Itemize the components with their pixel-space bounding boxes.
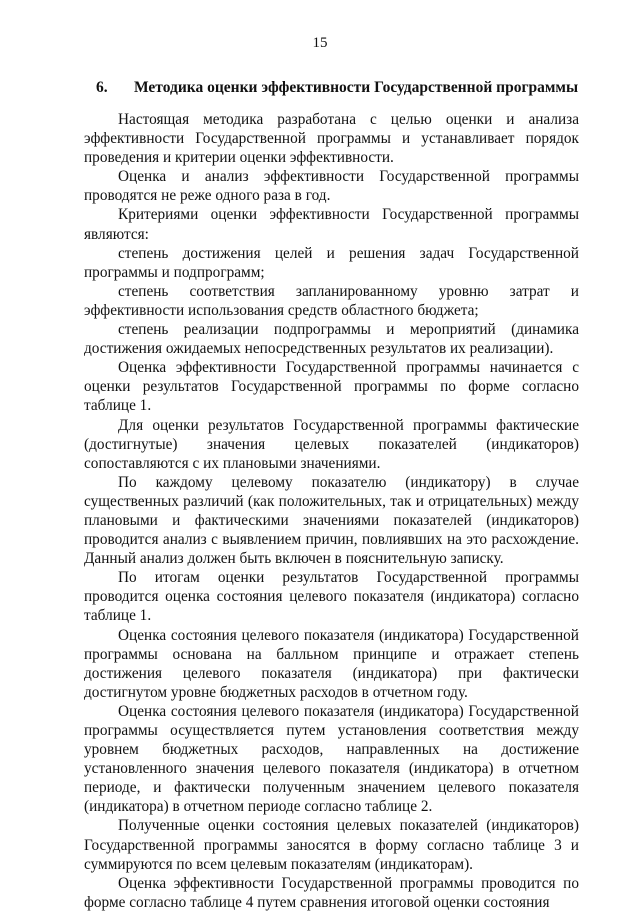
paragraph: Оценка эффективности Государственной программы проводится по форме согласно таблице 4 путем сравнения итоговой оценки состояния bbox=[84, 874, 579, 911]
paragraph: Настоящая методика разработана с целью оценки и анализа эффективности Государственной программы и устанавливает порядок проведения и критерии оценки эффективности. bbox=[84, 111, 579, 167]
paragraph: Оценка состояния целевого показателя (индикатора) Государственной программы осуществляется путем установления соответствия между уровнем бюджетных расходов, направленных на достижение установленного значения целевого показателя (индикатора) в отчетном периоде, и фактически полученным значением целевого показателя (индикатора) в отчетном периоде согласно таблице 2. bbox=[84, 702, 579, 816]
paragraph: степень реализации подпрограммы и мероприятий (динамика достижения ожидаемых непосредственных результатов их реализации). bbox=[84, 321, 579, 358]
section-heading bbox=[96, 78, 596, 98]
paragraph: По каждому целевому показателю (индикатору) в случае существенных различий (как положительных, так и отрицательных) между плановыми и фактическими значениями показателей (индикаторов) проводится анализ с выявлением причин, повлиявших на это расхождение. Данный анализ должен быть включен в пояснительную записку. bbox=[84, 473, 579, 568]
paragraph: Для оценки результатов Государственной программы фактические (достигнутые) значения целевых показателей (индикаторов) сопоставляются с их плановыми значениями. bbox=[84, 416, 579, 472]
page-number: 15 bbox=[312, 35, 328, 51]
body-text bbox=[84, 110, 579, 912]
paragraph: Оценка состояния целевого показателя (индикатора) Государственной программы основана на балльном принципе и отражает степень достижения целевого показателя (индикатора) при фактически достигнутом уровне бюджетных расходов в отчетном году. bbox=[84, 626, 579, 701]
paragraph: Оценка и анализ эффективности Государственной программы проводятся не реже одного раза в год. bbox=[84, 168, 579, 205]
section-title: Методика оценки эффективности Государственной программы bbox=[134, 79, 579, 96]
paragraph: По итогам оценки результатов Государственной программы проводится оценка состояния целевого показателя (индикатора) согласно таблице 1. bbox=[84, 569, 579, 625]
paragraph: степень соответствия запланированному уровню затрат и эффективности использования средств областного бюджета; bbox=[84, 282, 579, 319]
section-number: 6. bbox=[96, 79, 108, 96]
paragraph: Полученные оценки состояния целевых показателей (индикаторов) Государственной программы заносятся в форму согласно таблице 3 и суммируются по всем целевым показателям (индикаторам). bbox=[84, 817, 579, 873]
paragraph: Оценка эффективности Государственной программы начинается с оценки результатов Государственной программы по форме согласно таблице 1. bbox=[84, 359, 579, 415]
paragraph: степень достижения целей и решения задач Государственной программы и подпрограмм; bbox=[84, 244, 579, 281]
paragraph: Критериями оценки эффективности Государственной программы являются: bbox=[84, 206, 579, 243]
